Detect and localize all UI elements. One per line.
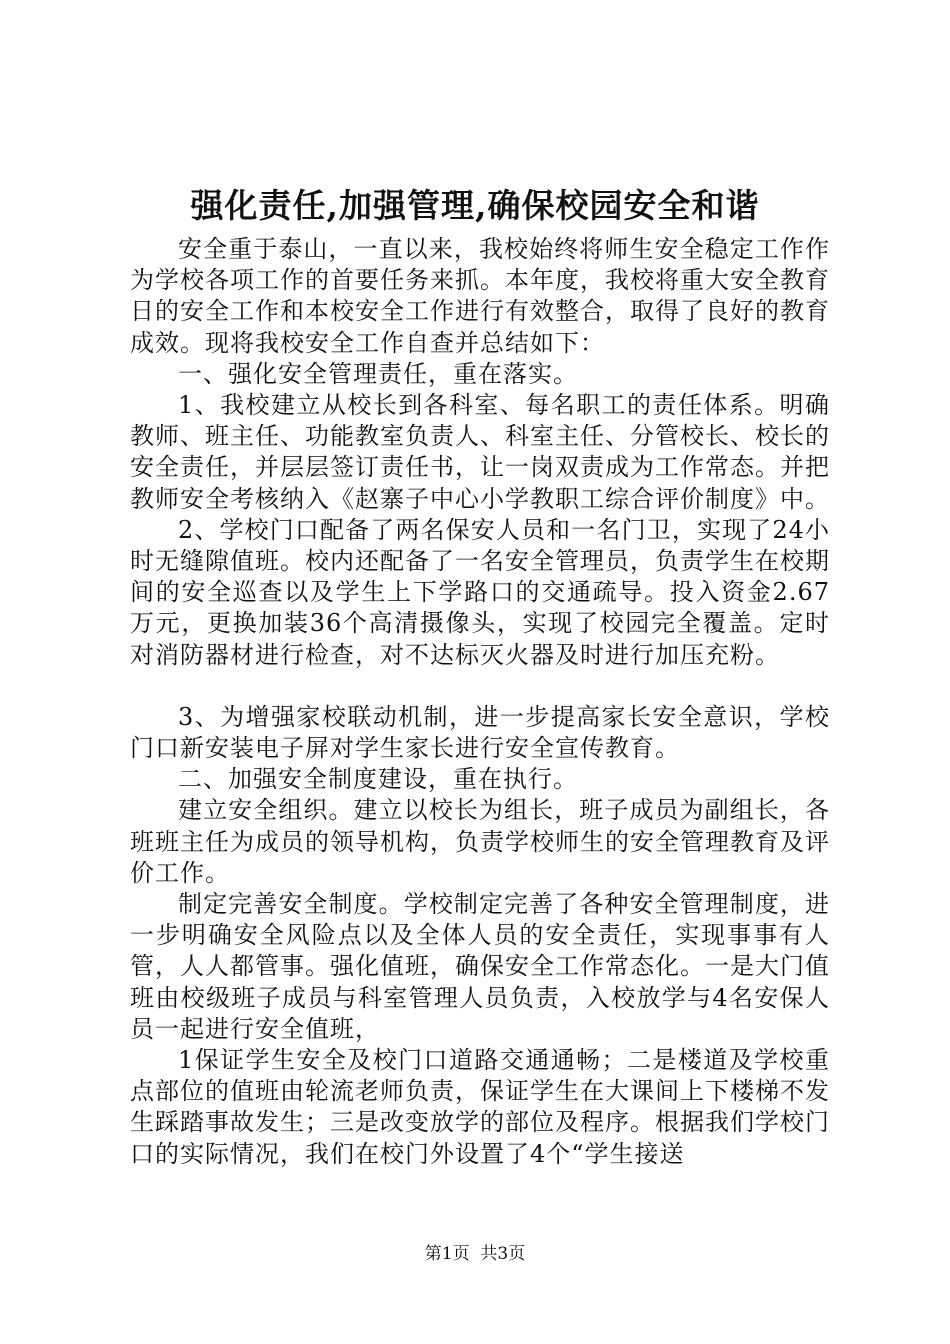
document-body bbox=[130, 234, 830, 1170]
section-heading-2: 二、加强安全制度建设，重在执行。 bbox=[178, 765, 578, 794]
paragraph-item-2: 2、学校门口配备了两名保安人员和一名门卫，实现了24小时无缝隙值班。校内还配备了一名安全管理员，负责学生在校期间的安全巡查以及学生上下学路口的交通疏导。投入资金2.67万元，更换加装36个高清摄像头，实现了校园完全覆盖。定时对消防器材进行检查，对不达标灭火器及时进行加压充粉。 bbox=[130, 515, 830, 669]
paragraph-gap bbox=[130, 671, 830, 702]
paragraph-organization: 建立安全组织。建立以校长为组长，班子成员为副组长，各班班主任为成员的领导机构，负责学校师生的安全管理教育及评价工作。 bbox=[130, 796, 830, 887]
paragraph-intro: 安全重于泰山，一直以来，我校始终将师生安全稳定工作作为学校各项工作的首要任务来抓。本年度，我校将重大安全教育日的安全工作和本校安全工作进行有效整合，取得了良好的教育成效。现将我校安全工作自查并总结如下： bbox=[130, 235, 830, 357]
section-heading-1: 一、强化安全管理责任，重在落实。 bbox=[178, 359, 578, 388]
paragraph-item-3: 3、为增强家校联动机制，进一步提高家长安全意识，学校门口新安装电子屏对学生家长进行安全宣传教育。 bbox=[130, 702, 830, 763]
paragraph-rules: 制定完善安全制度。学校制定完善了各种安全管理制度，进一步明确安全风险点以及全体人员的安全责任，实现事事有人管，人人都管事。强化值班，确保安全工作常态化。一是大门值班由校级班子成员与科室管理人员负责，入校放学与4名安保人员一起进行安全值班， bbox=[130, 890, 830, 1043]
paragraph-item-1: 1、我校建立从校长到各科室、每名职工的责任体系。明确教师、班主任、功能教室负责人、科室主任、分管校长、校长的安全责任，并层层签订责任书，让一岗双责成为工作常态。并把教师安全考核纳入《赵寨子中心小学教职工综合评价制度》中。 bbox=[130, 391, 830, 513]
page-footer bbox=[0, 1244, 950, 1264]
paragraph-duty: 1保证学生安全及校门口道路交通通畅；二是楼道及学校重点部位的值班由轮流老师负责，保证学生在大课间上下楼梯不发生踩踏事故发生；三是改变放学的部位及程序。根据我们学校门口的实际情况，我们在校门外设置了4个“学生接送 bbox=[130, 1046, 830, 1168]
document-title: 强化责任,加强管理,确保校园安全和谐 bbox=[190, 186, 760, 225]
page-number: 第1页 共3页 bbox=[424, 1244, 526, 1264]
